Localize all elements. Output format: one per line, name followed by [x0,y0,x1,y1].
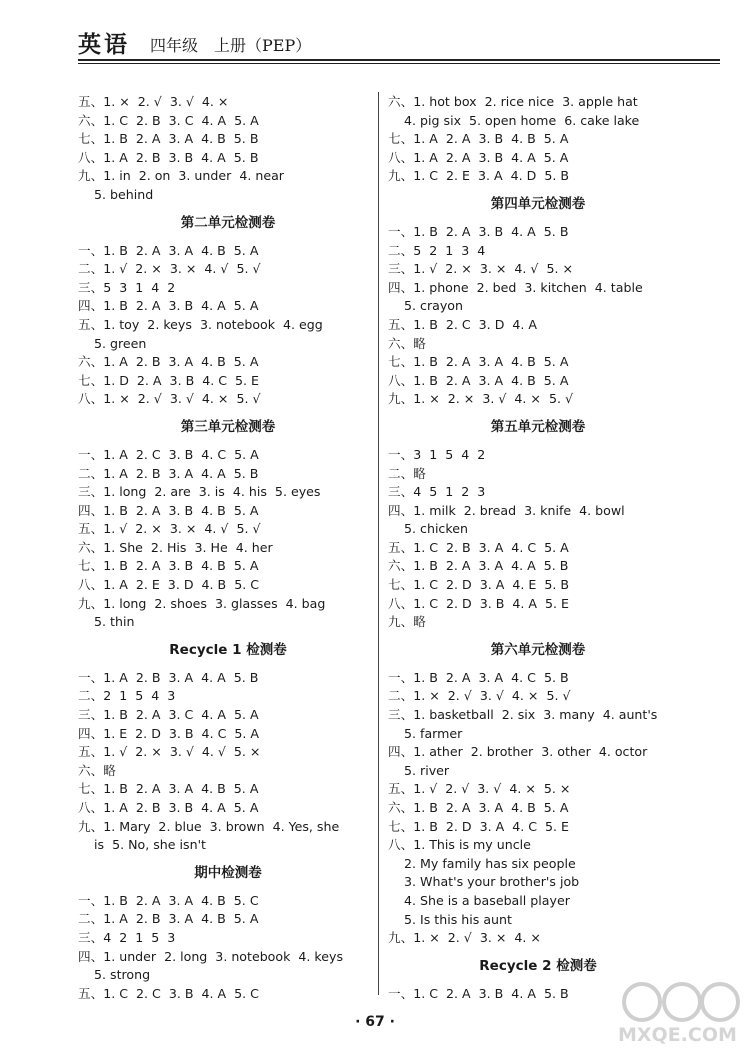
answer-line: 六、1. C 2. B 3. C 4. A 5. A [78,112,259,128]
answer-line: 二、1. × 2. √ 3. √ 4. × 5. √ [388,688,571,704]
section-heading: 第四单元检测卷 [490,195,586,212]
answer-line: 六、略 [78,762,116,778]
answer-line: 5. crayon [388,298,463,314]
answer-line: 四、1. B 2. A 3. B 4. A 5. A [78,298,259,314]
answer-line: 三、1. long 2. are 3. is 4. his 5. eyes [78,484,321,500]
answer-line: 二、略 [388,465,426,481]
answer-line: 5. strong [78,967,151,983]
section-heading: 第六单元检测卷 [490,641,586,658]
answer-line: 一、3 1 5 4 2 [388,446,486,462]
answer-line: 九、1. × 2. √ 3. × 4. × [388,930,541,946]
answer-line: 一、1. B 2. A 3. A 4. B 5. C [78,892,259,908]
column-divider [378,92,379,995]
answer-line: 六、1. A 2. B 3. A 4. B 5. A [78,354,259,370]
answer-line: 5. river [388,762,450,778]
section-heading: 第三单元检测卷 [180,418,276,435]
answer-line: 二、1. √ 2. × 3. × 4. √ 5. √ [78,261,261,277]
answer-line: 5. chicken [388,521,468,537]
answer-line: 二、5 2 1 3 4 [388,242,486,258]
answer-line: 九、1. C 2. E 3. A 4. D 5. B [388,168,570,184]
answer-line: 四、1. phone 2. bed 3. kitchen 4. table [388,279,643,295]
answer-line: 三、1. √ 2. × 3. × 4. √ 5. × [388,261,574,277]
answer-line: 九、1. in 2. on 3. under 4. near [78,168,284,184]
answer-line: 五、1. √ 2. √ 3. √ 4. × 5. × [388,781,571,797]
answer-line: 八、1. C 2. D 3. B 4. A 5. E [388,595,570,611]
answer-line: 一、1. C 2. A 3. B 4. A 5. B [388,985,569,1001]
header-rule [78,59,720,61]
answer-line: 七、1. C 2. D 3. A 4. E 5. B [388,577,570,593]
answer-line: 3. What's your brother's job [388,874,580,890]
answer-line: 八、1. A 2. B 3. B 4. A 5. A [78,800,259,815]
answer-line: 4. pig six 5. open home 6. cake lake [388,112,640,128]
answer-line: 六、1. B 2. A 3. A 4. A 5. B [388,558,569,574]
answer-line: 5. behind [78,186,154,202]
answer-line: 七、1. B 2. A 3. B 4. B 5. A [78,558,259,574]
answer-line: 二、2 1 5 4 3 [78,688,176,704]
answer-line: 一、1. B 2. A 3. A 4. B 5. A [78,242,259,258]
answer-line: 五、1. B 2. C 3. D 4. A [388,316,538,332]
answer-line: 九、1. Mary 2. blue 3. brown 4. Yes, she [78,818,340,834]
section-heading: 第二单元检测卷 [180,214,276,231]
answer-line: 5. green [78,335,147,351]
answer-line: 四、1. B 2. A 3. B 4. B 5. A [78,502,259,518]
answer-line: 三、4 2 1 5 3 [78,929,176,945]
answer-line: 三、4 5 1 2 3 [388,484,486,500]
answer-line: 一、1. A 2. C 3. B 4. C 5. A [78,446,259,462]
answer-line: 五、1. toy 2. keys 3. notebook 4. egg [78,316,323,332]
answer-line: 5. thin [78,614,135,630]
page-header [78,26,720,60]
answer-line: 一、1. A 2. B 3. A 4. A 5. B [78,669,259,685]
answer-line: 九、1. long 2. shoes 3. glasses 4. bag [78,595,326,611]
answer-line: 七、1. A 2. A 3. B 4. B 5. A [388,131,569,147]
answer-line: 八、1. B 2. A 3. A 4. B 5. A [388,372,569,388]
answer-line: 六、略 [388,335,426,351]
answer-line: 5. farmer [388,725,463,741]
answer-line: 七、1. B 2. A 3. A 4. B 5. A [78,781,259,797]
answer-line: 五、1. × 2. √ 3. √ 4. × [78,94,229,109]
answer-line: 四、1. E 2. D 3. B 4. C 5. A [78,725,260,741]
answer-line: 一、1. B 2. A 3. A 4. C 5. B [388,669,569,685]
answer-line: 四、1. ather 2. brother 3. other 4. octor [388,744,648,760]
volume-label: 上册（PEP） [214,36,312,55]
answer-line: 5. Is this his aunt [388,911,512,927]
answer-line: 七、1. B 2. A 3. A 4. B 5. B [78,131,259,147]
section-heading: Recycle 1 检测卷 [169,641,287,658]
answer-line: 五、1. √ 2. × 3. × 4. √ 5. √ [78,521,261,537]
answer-line: 五、1. C 2. C 3. B 4. A 5. C [78,985,259,1001]
answer-line: 七、1. B 2. D 3. A 4. C 5. E [388,818,570,834]
answer-line: 八、1. A 2. E 3. D 4. B 5. C [78,577,260,593]
answer-line: 八、1. This is my uncle [388,837,531,853]
answer-line: 四、1. under 2. long 3. notebook 4. keys [78,948,344,964]
header-rule-thin [78,63,720,64]
subject-title: 英语 [78,31,130,58]
watermark-text: MXQE.COM [618,1024,737,1046]
answer-line: 八、1. A 2. B 3. B 4. A 5. B [78,149,259,165]
answer-line: 七、1. D 2. A 3. B 4. C 5. E [78,372,260,388]
answer-line: 一、1. B 2. A 3. B 4. A 5. B [388,223,569,239]
answer-line: 六、1. hot box 2. rice nice 3. apple hat [388,94,638,109]
left-answer-column [78,93,378,1003]
answer-line: 三、5 3 1 4 2 [78,279,176,295]
section-heading: 第五单元检测卷 [490,418,586,435]
answer-line: 四、1. milk 2. bread 3. knife 4. bowl [388,502,625,518]
section-heading: Recycle 2 检测卷 [479,957,597,974]
answer-line: 二、1. A 2. B 3. A 4. B 5. A [78,911,259,927]
right-answer-column [388,93,688,1003]
page-number: · 67 · [355,1014,395,1030]
answer-line: 九、1. × 2. × 3. √ 4. × 5. √ [388,391,574,407]
answer-line: 八、1. × 2. √ 3. √ 4. × 5. √ [78,391,261,407]
grade-label: 四年级 [150,36,199,55]
answer-line: 2. My family has six people [388,855,576,871]
answer-line: 三、1. B 2. A 3. C 4. A 5. A [78,707,259,723]
answer-line: 六、1. She 2. His 3. He 4. her [78,539,273,555]
answer-line: 八、1. A 2. A 3. B 4. A 5. A [388,149,569,165]
watermark-logo [612,976,742,1046]
answer-line: 五、1. C 2. B 3. A 4. C 5. A [388,539,569,555]
answer-line: 七、1. B 2. A 3. A 4. B 5. A [388,354,569,370]
answer-line: 九、略 [388,614,426,630]
answer-line: 二、1. A 2. B 3. A 4. A 5. B [78,465,259,481]
answer-line: 4. She is a baseball player [388,892,570,908]
answer-line: is 5. No, she isn't [78,837,206,853]
section-heading: 期中检测卷 [194,864,262,881]
answer-line: 三、1. basketball 2. six 3. many 4. aunt's [388,707,658,723]
answer-line: 五、1. √ 2. × 3. √ 4. √ 5. × [78,744,261,760]
answer-line: 六、1. B 2. A 3. A 4. B 5. A [388,800,569,815]
